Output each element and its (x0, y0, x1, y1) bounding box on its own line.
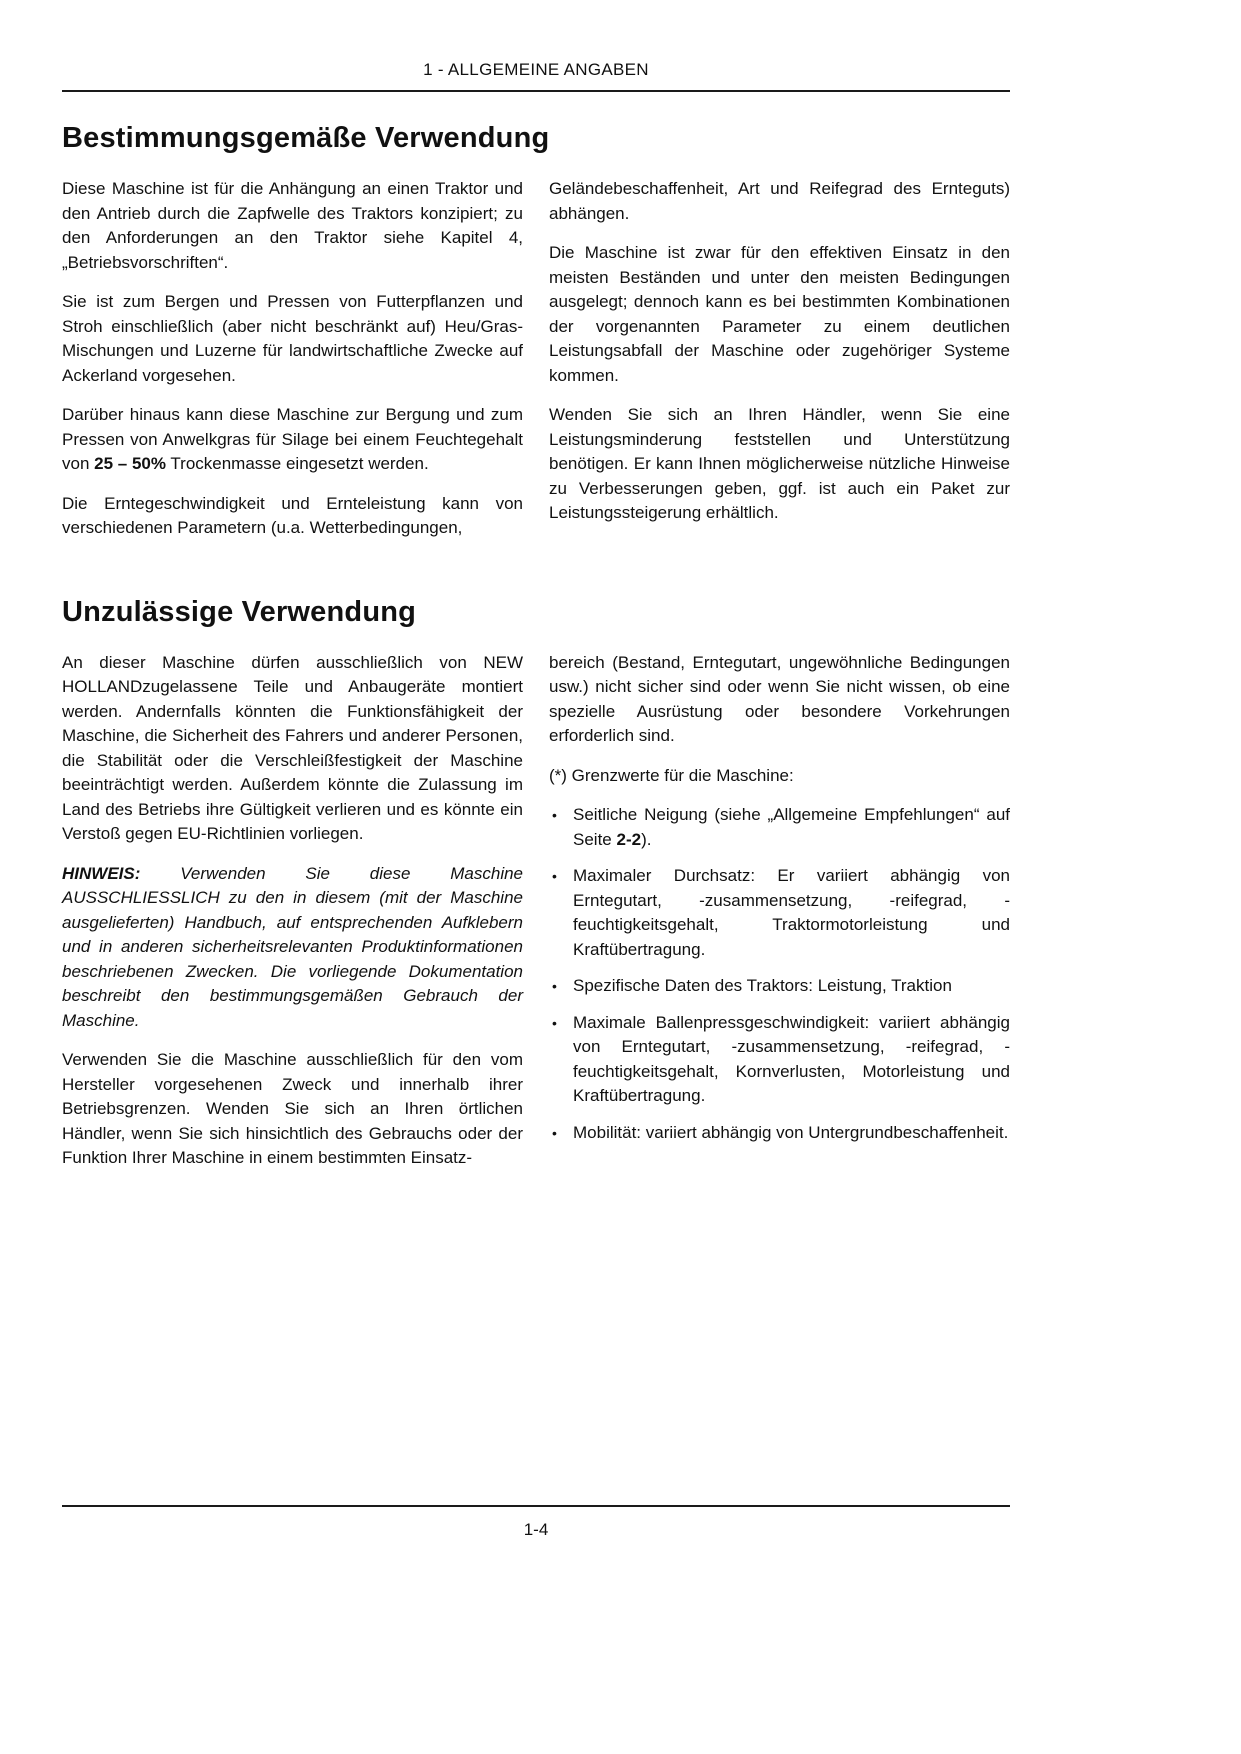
footer-rule (62, 1505, 1010, 1507)
text-segment: Wenden Sie sich an Ihren Händler, wenn Sie eine Leistungsminderung feststellen und Unterstützung benötigen. Er kann Ihnen möglicherweise nützliche Hinweise zu Verbesserungen geben, ggf. ist auch ein Paket zur Leistungssteigerung erhältlich. (549, 405, 1010, 522)
text-segment: Darüber hinaus kann diese Maschine zur Bergung und zum Pressen von Anwelkgras für Silage bei einem Feuchtegehalt von (62, 405, 523, 473)
two-column-layout (62, 651, 1010, 1186)
paragraph (549, 403, 1010, 526)
text-segment: HINWEIS: (62, 863, 141, 883)
text-column-right (549, 177, 1010, 556)
text-segment: 2-2 (616, 829, 642, 849)
page-content (62, 0, 1010, 1186)
bullet-item (549, 803, 1010, 852)
paragraph (549, 241, 1010, 388)
paragraph (549, 651, 1010, 749)
text-segment: Geländebeschaffenheit, Art und Reifegrad des Ernteguts) abhängen. (549, 179, 1010, 223)
bullet-icon: • (552, 1124, 557, 1141)
bullet-item (549, 1011, 1010, 1109)
bullet-text (573, 1121, 1010, 1146)
text-segment: Trockenmasse eingesetzt werden. (165, 454, 429, 473)
page-footer (62, 1505, 1010, 1540)
section-intended-use (62, 122, 1010, 556)
bullet-item (549, 864, 1010, 962)
text-segment: Spezifische Daten des Traktors: Leistung, Traktion (573, 976, 952, 995)
page-header (62, 0, 1010, 92)
bullet-item (549, 1121, 1010, 1146)
page-number: 1-4 (523, 1520, 549, 1539)
text-segment: Die Maschine ist zwar für den effektiven Einsatz in den meisten Beständen und unter den meisten Bedingungen ausgelegt; dennoch kann es bei bestimmten Kombinationen der vorgenannten Parameter zu einem deutlichen Leistungsabfall der Maschine oder zugehöriger Systeme kommen. (549, 243, 1010, 385)
text-segment: Mobilität: variiert abhängig von Untergrundbeschaffenheit. (573, 1122, 1009, 1142)
text-segment: bereich (Bestand, Erntegutart, ungewöhnliche Bedingungen usw.) nicht sicher sind oder wenn Sie nicht wissen, ob eine spezielle Ausrüstung oder besondere Vorkehrungen erforderlich sind. (549, 652, 1010, 745)
text-segment: ). (641, 829, 652, 849)
text-segment: 25 – 50% (94, 454, 166, 473)
text-segment: Diese Maschine ist für die Anhängung an einen Traktor und den Antrieb durch die Zapfwelle des Traktors konzipiert; zu den Anforderungen an den Traktor siehe Kapitel 4, „Betriebsvorschriften“. (62, 179, 523, 272)
bullet-icon: • (552, 807, 557, 823)
section-title: Unzulässige Verwendung (62, 595, 417, 628)
text-segment: Die Erntegeschwindigkeit und Ernteleistung kann von verschiedenen Parametern (u.a. Wetterbedingungen, (62, 493, 523, 537)
text-segment: An dieser Maschine dürfen ausschließlich von NEW HOLLANDzugelassene Teile und Anbaugeräte montiert werden. Andernfalls könnten die Funktionsfähigkeit der Maschine, die Sicherheit des Fahrers und anderer Personen, die Stabilität oder die Verschleißfestigkeit der Maschine beeinträchtigt werden. Außerdem könnte die Zulassung im Land des Betriebs ihre Gültigkeit verlieren und es könnte ein Verstoß gegen EU-Richtlinien vorliegen. (62, 652, 523, 843)
header-rule (62, 90, 1010, 92)
bullet-text (573, 974, 1010, 999)
paragraph (62, 290, 523, 388)
text-segment: Maximale Ballenpressgeschwindigkeit: variiert abhängig von Erntegutart, -zusammensetzung, -reifegrad, -feuchtigkeitsgehalt, Kornverlusten, Motorleistung und Kraftübertragung. (573, 1012, 1010, 1105)
paragraph (549, 764, 1010, 789)
page-body (62, 122, 1010, 1186)
bullet-text (573, 803, 1010, 852)
text-segment: Verwenden Sie diese Maschine AUSSCHLIESSLICH zu den in diesem (mit der Maschine ausgelieferten) Handbuch, auf entsprechenden Aufklebern und in anderen sicherheitsrelevanten Produktinformationen beschriebenen Zwecken. Die vorliegende Dokumentation beschreibt den bestimmungsgemäßen Gebrauch der Maschine. (62, 863, 523, 1030)
paragraph (62, 862, 523, 1034)
paragraph (549, 177, 1010, 226)
text-segment: Sie ist zum Bergen und Pressen von Futterpflanzen und Stroh einschließlich (aber nicht beschränkt auf) Heu/Gras-Mischungen und Luzerne für landwirtschaftliche Zwecke auf Ackerland vorgesehen. (62, 292, 523, 385)
bullet-icon: • (552, 868, 557, 884)
bullet-text (573, 864, 1010, 962)
paragraph (62, 651, 523, 847)
text-segment: Maximaler Durchsatz: Er variiert abhängig von Erntegutart, -zusammensetzung, -reifegrad, -feuchtigkeitsgehalt, Traktormotorleistung und Kraftübertragung. (573, 866, 1010, 959)
text-segment: Seitliche Neigung (siehe „Allgemeine Empfehlungen“ auf Seite (573, 805, 1010, 849)
paragraph (62, 177, 523, 275)
section-title: Bestimmungsgemäße Verwendung (62, 122, 550, 154)
bullet-item (549, 974, 1010, 999)
text-column-left (62, 651, 523, 1186)
chapter-header-text: 1 - ALLGEMEINE ANGABEN (423, 60, 649, 79)
text-segment: (*) Grenzwerte für die Maschine: (549, 765, 794, 785)
paragraph (62, 403, 523, 477)
text-segment: Verwenden Sie die Maschine ausschließlich für den vom Hersteller vorgesehenen Zweck und innerhalb ihrer Betriebsgrenzen. Wenden Sie sich an Ihren örtlichen Händler, wenn Sie sich hinsichtlich des Gebrauchs oder der Funktion Ihrer Maschine in einem bestimmten Einsatz- (62, 1050, 523, 1167)
bullet-text (573, 1011, 1010, 1109)
text-column-right (549, 651, 1010, 1186)
text-column-left (62, 177, 523, 556)
bullet-icon: • (552, 978, 557, 994)
bullet-icon: • (552, 1014, 557, 1031)
section-prohibited-use (62, 596, 1010, 1186)
paragraph (62, 492, 523, 541)
two-column-layout (62, 177, 1010, 556)
paragraph (62, 1048, 523, 1171)
